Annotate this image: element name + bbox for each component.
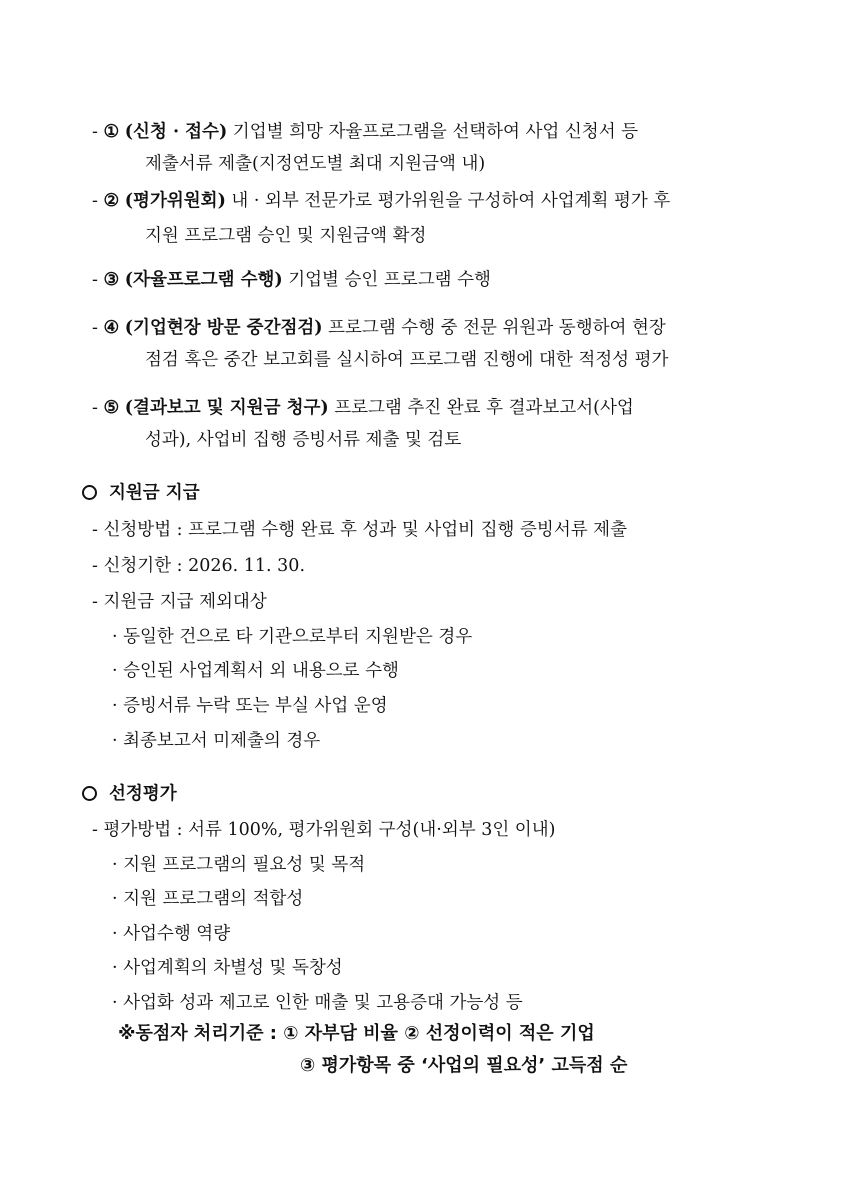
step-5-title: (결과보고 및 지원금 청구) — [124, 398, 329, 418]
step-2 — [92, 189, 670, 213]
hollow-circle-icon — [82, 786, 97, 801]
payment-heading-text: 지원금 지급 — [109, 483, 200, 503]
criteria-item: · 사업수행 역량 — [112, 924, 231, 944]
payment-exclusion-title: - 지원금 지급 제외대상 — [92, 592, 267, 612]
step-4-dash: - — [92, 318, 104, 338]
step-2-text: 내 · 외부 전문가로 평가위원을 구성하여 사업계획 평가 후 — [225, 191, 671, 211]
step-3-text: 기업별 승인 프로그램 수행 — [282, 270, 491, 290]
step-3-title: (자율프로그램 수행) — [124, 270, 283, 290]
step-1-title: (신청 · 접수) — [124, 122, 228, 142]
step-4-text: 프로그램 수행 중 전문 위원과 동행하여 현장 — [322, 318, 666, 338]
step-1-continuation: 제출서류 제출(지정연도별 최대 지원금액 내) — [145, 154, 486, 174]
step-5-text: 프로그램 추진 완료 후 결과보고서(사업 — [328, 398, 634, 418]
step-1 — [92, 120, 638, 144]
step-3-number: ③ — [103, 270, 120, 290]
step-5-continuation: 성과), 사업비 집행 증빙서류 제출 및 검토 — [145, 430, 462, 450]
step-3 — [92, 268, 491, 292]
step-5 — [92, 396, 634, 420]
exclusion-item: · 승인된 사업계획서 외 내용으로 수행 — [112, 661, 399, 681]
exclusion-item: · 증빙서류 누락 또는 부실 사업 운영 — [112, 696, 388, 716]
evaluation-section-heading — [82, 782, 177, 806]
hollow-circle-icon — [82, 485, 97, 500]
criteria-item: · 사업화 성과 제고로 인한 매출 및 고용증대 가능성 등 — [112, 993, 523, 1013]
payment-section-heading — [82, 481, 200, 505]
step-4-title: (기업현장 방문 중간점검) — [124, 318, 323, 338]
step-4 — [92, 316, 666, 340]
criteria-item: · 지원 프로그램의 적합성 — [112, 889, 304, 909]
payment-deadline: - 신청기한 : 2026. 11. 30. — [92, 556, 306, 576]
step-2-title: (평가위원회) — [124, 191, 226, 211]
exclusion-item: · 최종보고서 미제출의 경우 — [112, 731, 321, 751]
step-2-dash: - — [92, 191, 104, 211]
step-4-continuation: 점검 혹은 중간 보고회를 실시하여 프로그램 진행에 대한 적정성 평가 — [145, 350, 669, 370]
tiebreak-rule-line-1: ※동점자 처리기준 : ① 자부담 비율 ② 선정이력이 적은 기업 — [118, 1023, 595, 1044]
criteria-item: · 사업계획의 차별성 및 독창성 — [112, 958, 343, 978]
criteria-item: · 지원 프로그램의 필요성 및 목적 — [112, 855, 366, 875]
step-3-dash: - — [92, 270, 104, 290]
step-5-number: ⑤ — [103, 398, 120, 418]
step-4-number: ④ — [103, 318, 120, 338]
step-2-number: ② — [103, 191, 120, 211]
exclusion-item: · 동일한 건으로 타 기관으로부터 지원받은 경우 — [112, 627, 473, 647]
evaluation-method: - 평가방법 : 서류 100%, 평가위원회 구성(내·외부 3인 이내) — [92, 820, 556, 840]
tiebreak-rule-line-2: ③ 평가항목 중 ‘사업의 필요성’ 고득점 순 — [300, 1055, 628, 1076]
payment-method: - 신청방법 : 프로그램 수행 완료 후 성과 및 사업비 집행 증빙서류 제출 — [92, 520, 627, 540]
step-1-dash: - — [92, 122, 104, 142]
step-1-text: 기업별 희망 자율프로그램을 선택하여 사업 신청서 등 — [227, 122, 639, 142]
step-1-number: ① — [103, 122, 120, 142]
step-2-continuation: 지원 프로그램 승인 및 지원금액 확정 — [145, 226, 427, 246]
step-5-dash: - — [92, 398, 104, 418]
evaluation-heading-text: 선정평가 — [109, 784, 177, 804]
